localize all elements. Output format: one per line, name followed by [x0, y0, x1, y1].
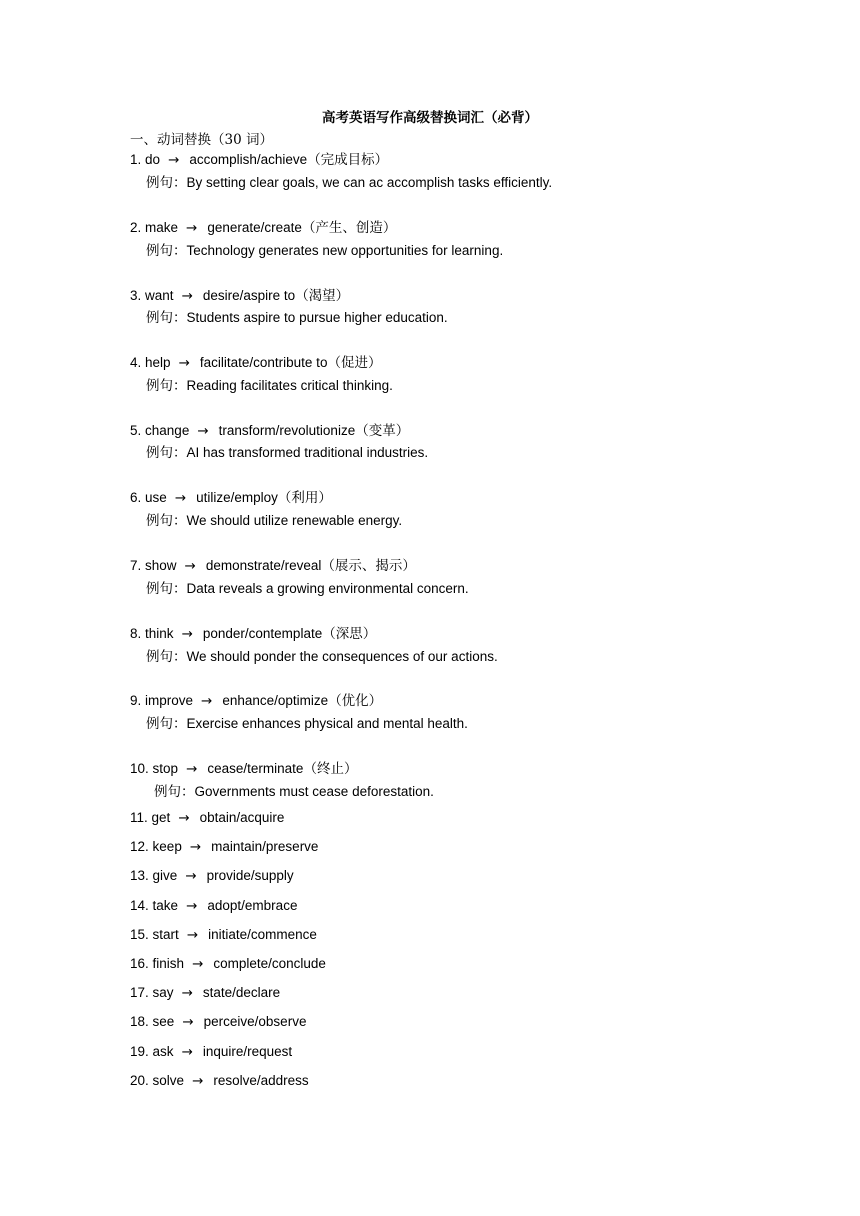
- example-sentence: [146, 241, 503, 261]
- entry-word: get: [151, 810, 171, 825]
- entry-replacement: utilize/employ: [196, 490, 278, 505]
- entry-word: see: [152, 1014, 175, 1029]
- vocab-entry: [130, 896, 297, 916]
- vocab-entry: [130, 624, 376, 644]
- page-title: 高考英语写作高级替换词汇（必背）: [322, 110, 538, 126]
- vocab-entry: [130, 150, 388, 170]
- vocab-entry: [130, 837, 318, 857]
- entry-meaning: （变革）: [355, 423, 410, 439]
- entry-number: 5.: [130, 423, 142, 438]
- vocab-entry: [130, 488, 332, 508]
- entry-number: 13.: [130, 868, 149, 883]
- arrow-icon: →: [197, 423, 209, 439]
- arrow-icon: →: [186, 220, 198, 236]
- vocab-entry: [130, 691, 382, 711]
- example-label: 例句：: [146, 513, 187, 529]
- example-label: 例句：: [146, 378, 187, 394]
- section-heading: 一、动词替换（30 词）: [130, 132, 273, 148]
- example-label: 例句：: [146, 310, 187, 326]
- example-sentence: [146, 173, 552, 193]
- entry-meaning: （促进）: [327, 355, 382, 371]
- entry-replacement: initiate/commence: [208, 927, 317, 942]
- example-sentence: [146, 308, 448, 328]
- example-text: We should ponder the consequences of our actions.: [186, 649, 498, 664]
- entry-meaning: （渴望）: [295, 288, 350, 304]
- example-text: Exercise enhances physical and mental health.: [186, 716, 468, 731]
- entry-number: 6.: [130, 490, 142, 505]
- example-text: We should utilize renewable energy.: [186, 513, 403, 528]
- entry-meaning: （展示、揭示）: [321, 558, 416, 574]
- example-label: 例句：: [146, 649, 187, 665]
- arrow-icon: →: [181, 1044, 193, 1060]
- entry-number: 17.: [130, 985, 149, 1000]
- entry-number: 4.: [130, 355, 142, 370]
- entry-replacement: ponder/contemplate: [202, 626, 323, 641]
- vocab-entry: [130, 808, 284, 828]
- example-label: 例句：: [154, 784, 195, 800]
- example-label: 例句：: [146, 243, 187, 259]
- vocab-entry: [130, 421, 409, 441]
- entry-number: 3.: [130, 288, 142, 303]
- entry-meaning: （深思）: [322, 626, 377, 642]
- vocab-entry: [130, 556, 416, 576]
- entry-word: say: [152, 985, 174, 1000]
- entry-number: 14.: [130, 898, 149, 913]
- entry-number: 8.: [130, 626, 142, 641]
- example-sentence: [146, 443, 428, 463]
- entry-replacement: generate/create: [207, 220, 302, 235]
- vocab-entry: [130, 983, 280, 1003]
- vocab-entry: [130, 218, 396, 238]
- entry-word: keep: [152, 839, 182, 854]
- example-text: Governments must cease deforestation.: [194, 784, 434, 799]
- example-sentence: [154, 782, 434, 802]
- entry-number: 18.: [130, 1014, 149, 1029]
- example-sentence: [146, 714, 468, 734]
- entry-replacement: enhance/optimize: [222, 693, 329, 708]
- entry-word: change: [145, 423, 190, 438]
- example-text: AI has transformed traditional industries.: [186, 445, 429, 460]
- entry-number: 1.: [130, 152, 142, 167]
- entry-word: do: [145, 152, 161, 167]
- entry-number: 2.: [130, 220, 142, 235]
- vocab-entry: [130, 925, 317, 945]
- entry-number: 20.: [130, 1073, 149, 1088]
- entry-replacement: accomplish/achieve: [189, 152, 308, 167]
- example-label: 例句：: [146, 581, 187, 597]
- vocab-entry: [130, 1012, 306, 1032]
- arrow-icon: →: [174, 490, 187, 506]
- entry-word: take: [152, 898, 179, 913]
- entry-word: use: [145, 490, 167, 505]
- entry-number: 12.: [130, 839, 149, 854]
- entry-number: 15.: [130, 927, 149, 942]
- entry-number: 9.: [130, 693, 142, 708]
- example-text: Technology generates new opportunities for learning.: [186, 243, 504, 258]
- arrow-icon: →: [185, 868, 197, 884]
- entry-word: think: [145, 626, 174, 641]
- example-label: 例句：: [146, 716, 187, 732]
- vocab-entry: [130, 759, 357, 779]
- arrow-icon: →: [186, 761, 198, 777]
- example-label: 例句：: [146, 175, 187, 191]
- entry-replacement: adopt/embrace: [207, 898, 298, 913]
- entry-word: make: [145, 220, 179, 235]
- entry-word: show: [145, 558, 177, 573]
- entry-word: want: [145, 288, 174, 303]
- entry-replacement: resolve/address: [213, 1073, 309, 1088]
- arrow-icon: →: [192, 956, 204, 972]
- entry-replacement: state/declare: [202, 985, 281, 1000]
- entry-word: improve: [145, 693, 194, 708]
- example-sentence: [146, 579, 469, 599]
- arrow-icon: →: [178, 355, 190, 371]
- entry-meaning: （优化）: [328, 693, 383, 709]
- entry-replacement: obtain/acquire: [199, 810, 285, 825]
- arrow-icon: →: [182, 1014, 194, 1030]
- entry-word: solve: [152, 1073, 185, 1088]
- entry-replacement: provide/supply: [206, 868, 294, 883]
- vocab-entry: [130, 353, 381, 373]
- entry-meaning: （利用）: [277, 490, 332, 506]
- entry-word: give: [152, 868, 178, 883]
- arrow-icon: →: [189, 839, 202, 855]
- entry-number: 11.: [130, 810, 148, 825]
- entry-number: 10.: [130, 761, 149, 776]
- entry-number: 16.: [130, 956, 149, 971]
- entry-number: 7.: [130, 558, 142, 573]
- entry-replacement: perceive/observe: [203, 1014, 307, 1029]
- entry-replacement: facilitate/contribute to: [199, 355, 328, 370]
- entry-word: stop: [152, 761, 179, 776]
- example-sentence: [146, 647, 498, 667]
- entry-replacement: desire/aspire to: [202, 288, 296, 303]
- vocab-entry: [130, 1071, 309, 1091]
- arrow-icon: →: [168, 152, 180, 168]
- entry-meaning: （完成目标）: [307, 152, 389, 168]
- entry-number: 19.: [130, 1044, 149, 1059]
- arrow-icon: →: [186, 927, 199, 943]
- example-sentence: [146, 511, 402, 531]
- arrow-icon: →: [192, 1073, 204, 1089]
- entry-meaning: （产生、创造）: [301, 220, 397, 236]
- entry-word: ask: [152, 1044, 174, 1059]
- arrow-icon: →: [201, 693, 213, 709]
- vocab-entry: [130, 866, 294, 886]
- vocab-entry: [130, 286, 349, 306]
- arrow-icon: →: [186, 898, 198, 914]
- arrow-icon: →: [181, 626, 193, 642]
- entry-word: start: [152, 927, 179, 942]
- entry-replacement: maintain/preserve: [211, 839, 319, 854]
- arrow-icon: →: [181, 985, 193, 1001]
- entry-meaning: （终止）: [303, 761, 358, 777]
- entry-word: finish: [152, 956, 185, 971]
- entry-replacement: inquire/request: [202, 1044, 293, 1059]
- entry-replacement: transform/revolutionize: [218, 423, 356, 438]
- vocab-entry: [130, 954, 326, 974]
- example-text: By setting clear goals, we can ac accomplish tasks efficiently.: [186, 175, 553, 190]
- example-text: Reading facilitates critical thinking.: [186, 378, 393, 393]
- arrow-icon: →: [178, 810, 190, 826]
- vocab-entry: [130, 1042, 292, 1062]
- arrow-icon: →: [181, 288, 193, 304]
- example-text: Data reveals a growing environmental concern.: [186, 581, 469, 596]
- example-text: Students aspire to pursue higher education.: [186, 310, 448, 325]
- entry-word: help: [145, 355, 171, 370]
- example-label: 例句：: [146, 445, 187, 461]
- entry-replacement: complete/conclude: [213, 956, 326, 971]
- entry-replacement: cease/terminate: [207, 761, 304, 776]
- example-sentence: [146, 376, 393, 396]
- entry-replacement: demonstrate/reveal: [205, 558, 322, 573]
- arrow-icon: →: [184, 558, 196, 574]
